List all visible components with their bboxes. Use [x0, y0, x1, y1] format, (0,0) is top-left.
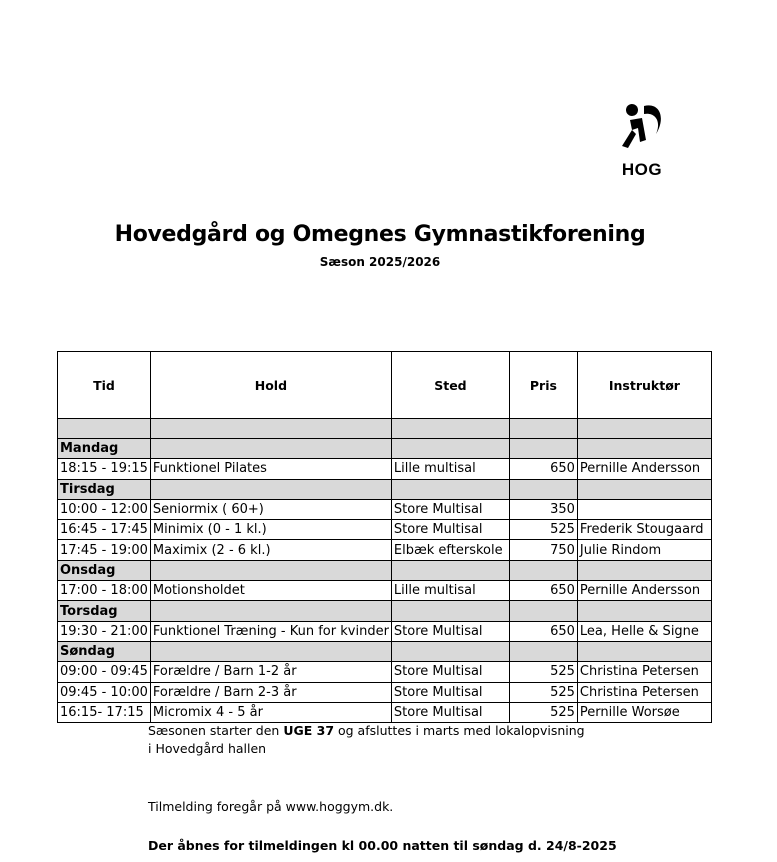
cell-tid: 16:45 - 17:45: [58, 520, 151, 540]
day-row: [58, 439, 712, 459]
day-name: Torsdag: [58, 601, 151, 621]
cell-hold: Forældre / Barn 2-3 år: [150, 682, 391, 702]
cell-tid: 09:00 - 09:45: [58, 662, 151, 682]
cell-hold: Micromix 4 - 5 år: [150, 702, 391, 722]
cell-pris: 525: [509, 520, 577, 540]
table-row: [58, 662, 712, 682]
day-row: [58, 601, 712, 621]
day-row: [58, 641, 712, 661]
day-cell: [391, 641, 509, 661]
cell-hold: Minimix (0 - 1 kl.): [150, 520, 391, 540]
day-cell: [391, 601, 509, 621]
day-cell: [509, 439, 577, 459]
day-name: Mandag: [58, 439, 151, 459]
day-row: [58, 560, 712, 580]
cell-sted: Store Multisal: [391, 499, 509, 519]
column-header-pris: Pris: [509, 352, 577, 419]
season-week: UGE 37: [283, 723, 335, 738]
cell-instruktor: Pernille Andersson: [577, 581, 711, 601]
opening-note: Der åbnes for tilmeldingen kl 00.00 natten til søndag d. 24/8-2025: [148, 838, 617, 853]
day-cell: [577, 641, 711, 661]
cell-tid: 09:45 - 10:00: [58, 682, 151, 702]
cell-sted: Store Multisal: [391, 682, 509, 702]
cell-instruktor: [577, 499, 711, 519]
table-row: [58, 621, 712, 641]
day-cell: [577, 601, 711, 621]
column-header-sted: Sted: [391, 352, 509, 419]
day-cell: [150, 560, 391, 580]
day-cell: [391, 560, 509, 580]
gymnast-icon: [602, 88, 682, 158]
day-cell: [577, 479, 711, 499]
table-row: [58, 702, 712, 722]
cell-sted: Lille multisal: [391, 581, 509, 601]
cell-sted: Store Multisal: [391, 621, 509, 641]
day-cell: [150, 479, 391, 499]
schedule-table: [57, 351, 712, 723]
day-cell: [509, 479, 577, 499]
day-name: Søndag: [58, 641, 151, 661]
column-header-instruktor: Instruktør: [577, 352, 711, 419]
day-cell: [577, 560, 711, 580]
cell-pris: 350: [509, 499, 577, 519]
cell-tid: 16:15- 17:15: [58, 702, 151, 722]
table-header-row: [58, 352, 712, 419]
day-cell: [150, 439, 391, 459]
cell-pris: 750: [509, 540, 577, 560]
cell-hold: Motionsholdet: [150, 581, 391, 601]
cell-pris: 650: [509, 581, 577, 601]
day-name: Onsdag: [58, 560, 151, 580]
day-cell: [577, 439, 711, 459]
signup-note: Tilmelding foregår på www.hoggym.dk.: [148, 799, 394, 814]
spacer-row: [58, 419, 712, 439]
season-note-post: og afsluttes i marts med lokalopvisning i Hovedgård hallen: [148, 723, 585, 756]
cell-tid: 18:15 - 19:15: [58, 459, 151, 479]
cell-hold: Funktionel Træning - Kun for kvinder: [150, 621, 391, 641]
cell-hold: Maximix (2 - 6 kl.): [150, 540, 391, 560]
day-cell: [509, 560, 577, 580]
cell-hold: Funktionel Pilates: [150, 459, 391, 479]
day-row: [58, 479, 712, 499]
cell-sted: Elbæk efterskole: [391, 540, 509, 560]
cell-instruktor: Christina Petersen: [577, 662, 711, 682]
cell-sted: Store Multisal: [391, 662, 509, 682]
day-name: Tirsdag: [58, 479, 151, 499]
table-row: [58, 540, 712, 560]
cell-tid: 19:30 - 21:00: [58, 621, 151, 641]
cell-instruktor: Pernille Andersson: [577, 459, 711, 479]
cell-sted: Store Multisal: [391, 520, 509, 540]
cell-pris: 525: [509, 702, 577, 722]
cell-instruktor: Christina Petersen: [577, 682, 711, 702]
hog-logo: [602, 88, 698, 200]
cell-sted: Store Multisal: [391, 702, 509, 722]
table-row: [58, 459, 712, 479]
day-cell: [150, 641, 391, 661]
day-cell: [391, 479, 509, 499]
cell-pris: 650: [509, 621, 577, 641]
season-note-pre: Sæsonen starter den: [148, 723, 284, 738]
table-row: [58, 581, 712, 601]
column-header-tid: Tid: [58, 352, 151, 419]
cell-hold: Seniormix ( 60+): [150, 499, 391, 519]
day-cell: [391, 439, 509, 459]
table-row: [58, 520, 712, 540]
season-note: [148, 722, 588, 758]
table-row: [58, 499, 712, 519]
cell-tid: 10:00 - 12:00: [58, 499, 151, 519]
day-cell: [509, 641, 577, 661]
cell-instruktor: Frederik Stougaard: [577, 520, 711, 540]
cell-instruktor: Lea, Helle & Signe: [577, 621, 711, 641]
day-cell: [150, 601, 391, 621]
page-subtitle: Sæson 2025/2026: [319, 255, 441, 269]
cell-pris: 650: [509, 459, 577, 479]
cell-sted: Lille multisal: [391, 459, 509, 479]
cell-pris: 525: [509, 682, 577, 702]
logo-text: HOG: [621, 160, 663, 179]
cell-tid: 17:45 - 19:00: [58, 540, 151, 560]
page-title: Hovedgård og Omegnes Gymnastikforening: [114, 222, 646, 247]
cell-instruktor: Pernille Worsøe: [577, 702, 711, 722]
cell-pris: 525: [509, 662, 577, 682]
table-row: [58, 682, 712, 702]
column-header-hold: Hold: [150, 352, 391, 419]
cell-hold: Forældre / Barn 1-2 år: [150, 662, 391, 682]
cell-tid: 17:00 - 18:00: [58, 581, 151, 601]
cell-instruktor: Julie Rindom: [577, 540, 711, 560]
day-cell: [509, 601, 577, 621]
